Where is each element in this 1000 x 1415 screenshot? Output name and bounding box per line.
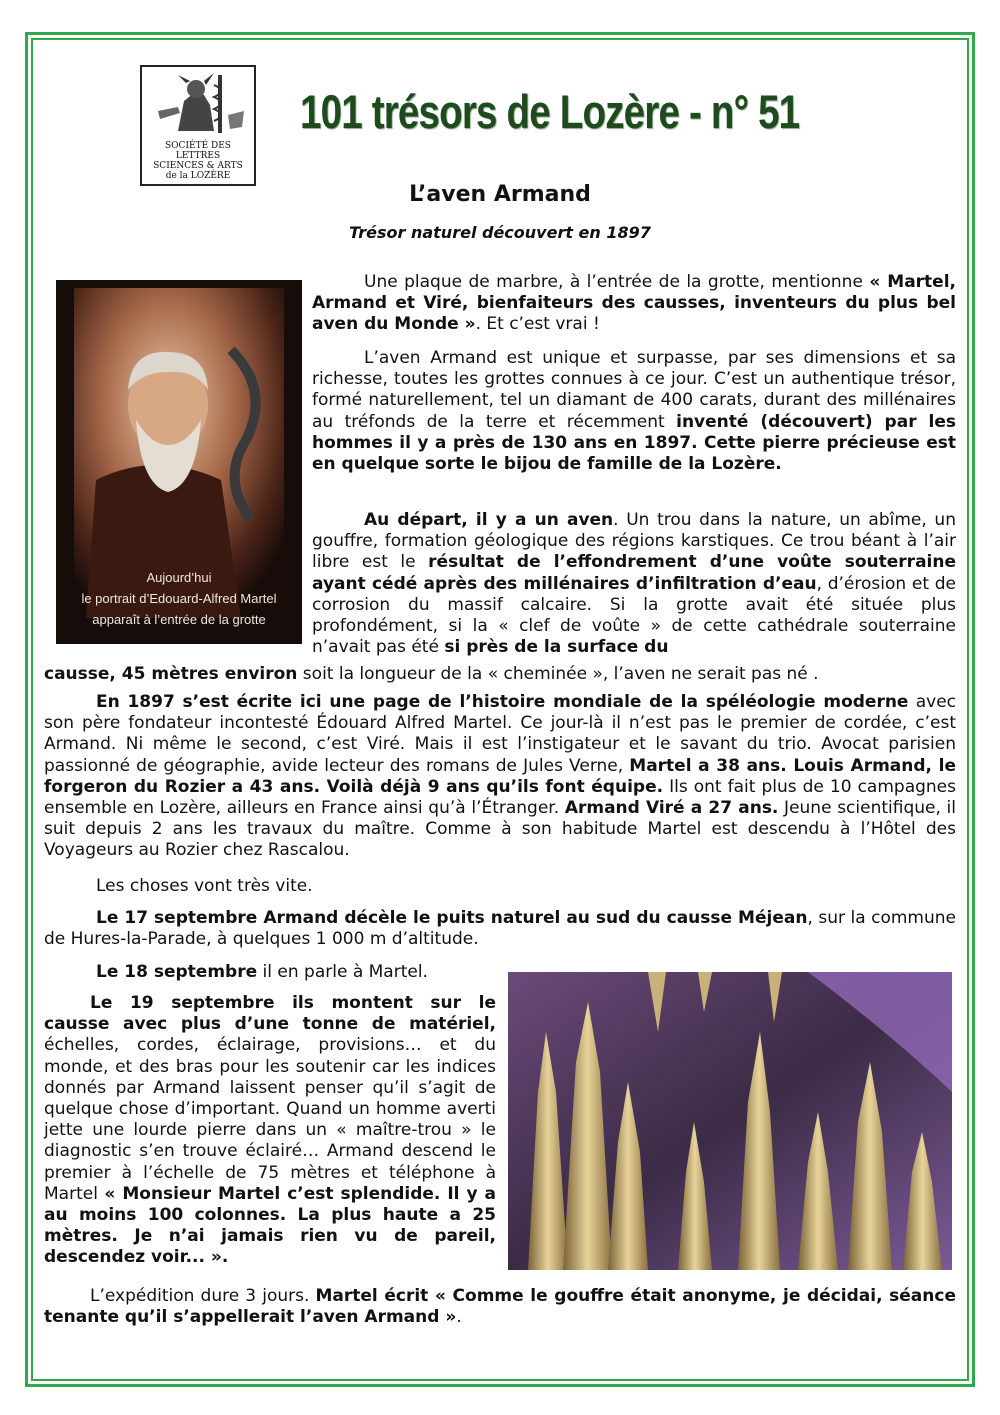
paragraph-8 bbox=[44, 993, 496, 1269]
p3-text-b: . Un trou dans la nature, un abîme, un gouffre, formation géologique des régions karstiques. Ce trou béant à l’air libre est le bbox=[312, 510, 956, 573]
p4-text-a: En 1897 s’est écrite ici une page de l’histoire mondiale de la spéléologie moderne bbox=[96, 692, 909, 712]
p1-text-b: « Martel, Armand et Viré, bienfaiteurs des causses, inventeurs du plus bel aven du Monde » bbox=[312, 272, 956, 335]
logo-line-3: de la LOZÈRE bbox=[165, 171, 231, 181]
caption-line-1: Aujourd’hui bbox=[146, 570, 212, 585]
p1-text-c: . Et c’est vrai ! bbox=[475, 314, 600, 335]
p9-text-c: . bbox=[456, 1307, 462, 1328]
p8-text-a: Le 19 septembre ils montent sur le causse avec plus d’une tonne de matériel, bbox=[44, 993, 496, 1035]
paragraph-2 bbox=[312, 348, 956, 475]
p6-text-a: Le 17 septembre Armand décèle le puits naturel au sud du causse Méjean bbox=[96, 908, 808, 928]
paragraph-6 bbox=[44, 908, 956, 950]
p9-text-a: L’expédition dure 3 jours. bbox=[90, 1286, 316, 1306]
caption-line-2: le portrait d’Edouard-Alfred Martel bbox=[81, 591, 277, 606]
paragraph-7 bbox=[44, 962, 496, 983]
logo-line-2: SCIENCES & ARTS bbox=[153, 161, 243, 171]
p4-text-f: Jeune scientifique, il suit depuis 2 ans les travaux du maître. Comme à son habitude Martel est descendu à l’Hôtel des Voyageurs au Rozier chez Rascalou. bbox=[44, 798, 956, 861]
p1-text-a: Une plaque de marbre, à l’entrée de la grotte, mentionne bbox=[364, 272, 870, 292]
p3-text-e: si près de la surface du bbox=[444, 637, 669, 658]
p3-text-g: soit la longueur de la « cheminée », l’aven ne serait pas né . bbox=[297, 664, 819, 684]
p2-text-b: inventé (découvert) par les hommes il y a près de 130 ans en 1897. Cette pierre précieuse est en quelque sorte le bijou de famille de la Lozère. bbox=[312, 411, 957, 475]
p2-text-a: L’aven Armand est unique et surpasse, par ses dimensions et sa richesse, toutes les grottes connues à ce jour. C’est un authentique trésor, formé naturellement, tel un diamant de 400 carats, durant des millénaires au tréfonds de la terre et récemment bbox=[312, 348, 956, 432]
p9-text-b: Martel écrit « Comme le gouffre était anonyme, je décidai, séance tenante qu’il s’appellerait l’aven Armand » bbox=[44, 1286, 956, 1328]
paragraph-1 bbox=[312, 272, 956, 336]
caption-line-3: apparaît à l’entrée de la grotte bbox=[92, 612, 266, 627]
p3-text-d: , d’érosion et de corrosion du massif calcaire. Si la grotte avait été située plus profondément, si la « clef de voûte » de cette cathédrale souterraine n’avait pas été bbox=[312, 573, 956, 658]
p4-text-b: avec son père fondateur incontesté Édouard Alfred Martel. Ce jour-là il n’est pas le premier de cordée, c’est Armand. Ni même le second, c’est Viré. Mais il est l’instigateur et le savant du trio. Avocat parisien passionné de géographie, avide lecteur des romans de Jules Verne, bbox=[44, 692, 956, 776]
article-tagline: Trésor naturel découvert en 1897 bbox=[349, 223, 651, 242]
p4-text-e: Armand Viré a 27 ans. bbox=[564, 798, 779, 819]
p3-text-a: Au départ, il y a un aven bbox=[364, 510, 614, 530]
martel-portrait-photo bbox=[56, 280, 302, 644]
paragraph-3 bbox=[312, 510, 956, 658]
society-logo bbox=[140, 65, 256, 186]
stalagmites-illustration bbox=[508, 972, 952, 1270]
p5-text: Les choses vont très vite. bbox=[96, 876, 313, 896]
logo-line-1: SOCIÉTÉ DES LETTRES bbox=[165, 141, 231, 161]
paragraph-4 bbox=[44, 692, 956, 862]
cave-formations-photo bbox=[508, 972, 952, 1270]
p4-text-d: Ils ont fait plus de 10 campagnes ensemble en Lozère, ailleurs en France ainsi qu’à l’Étranger. bbox=[44, 776, 956, 819]
paragraph-9 bbox=[44, 1286, 956, 1328]
p3-text-c: résultat de l’effondrement d’une voûte souterraine ayant cédé après des millénaires d’infiltration d’eau bbox=[312, 552, 956, 594]
p7-text-a: Le 18 septembre bbox=[96, 962, 258, 982]
page-title: 101 trésors de Lozère - n° 51 bbox=[300, 85, 800, 138]
p7-text-b: il en parle à Martel. bbox=[257, 962, 428, 982]
paragraph-3-end bbox=[44, 664, 956, 685]
p8-text-c: « Monsieur Martel c’est splendide. Il y a au moins 100 colonnes. La plus haute a 25 mètres. Je n’ai jamais rien vu de pareil, descendez voir... ». bbox=[44, 1183, 497, 1268]
p8-text-b: échelles, cordes, éclairage, provisions… et du monde, et des bras pour les soutenir car les indices donnés par Armand laissent penser qu’il s’agit de quelque chose d’important. Quand un homme averti jette une lourde pierre dans un « maître-trou » le diagnostic s’en trouve éclairé… Armand descend le premier à l’échelle de 75 mètres et téléphone à Martel bbox=[44, 1035, 496, 1204]
p3-text-f: causse, 45 mètres environ bbox=[44, 664, 298, 684]
hermes-emblem-icon bbox=[148, 71, 248, 139]
paragraph-5 bbox=[44, 876, 956, 897]
article-title: L’aven Armand bbox=[409, 182, 591, 207]
p4-text-c: Martel a 38 ans. Louis Armand, le forgeron du Rozier a 43 ans. Voilà déjà 9 ans qu’ils font équipe. bbox=[44, 755, 956, 797]
p6-text-b: , sur la commune de Hures-la-Parade, à quelques 1 000 m d’altitude. bbox=[44, 908, 956, 950]
